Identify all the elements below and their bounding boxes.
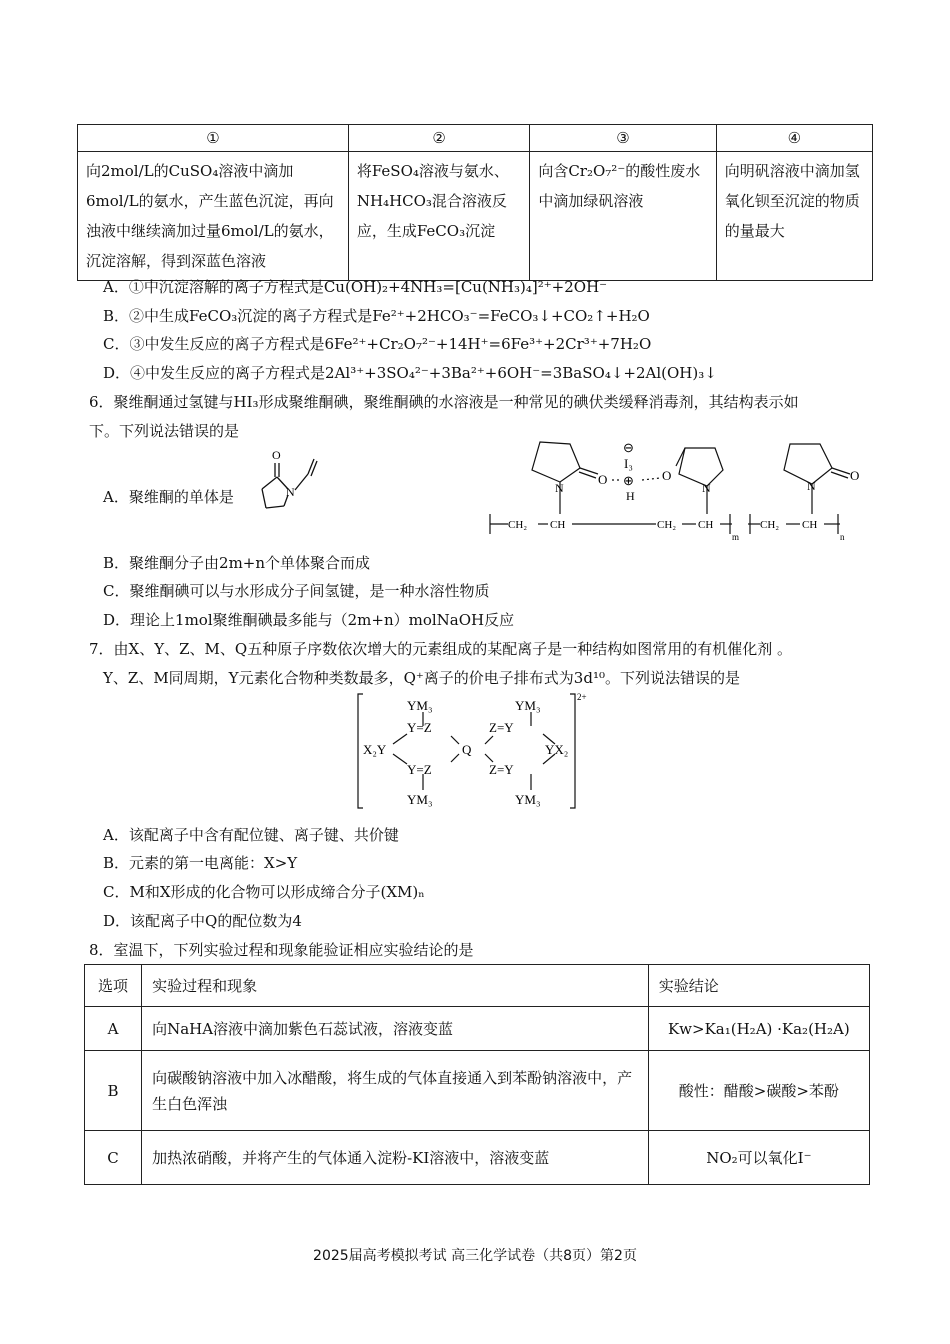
monomer-n-label: N <box>286 485 295 499</box>
q8-row-b-conclusion: 酸性：醋酸>碳酸>苯酚 <box>648 1051 869 1131</box>
q5-cell-3: 向含Cr₂O₇²⁻的酸性废水中滴加绿矾溶液 <box>530 152 716 281</box>
q8-row-b-process: 向碳酸钠溶液中加入冰醋酸，将生成的气体直接通入到苯酚钠溶液中，产生白色浑浊 <box>142 1051 649 1131</box>
q8-row-a-option: A <box>85 1007 142 1051</box>
q8-stem: 8．室温下，下列实验过程和现象能验证相应实验结论的是 <box>89 941 474 959</box>
polymer-m: m <box>732 532 740 542</box>
ym3-bottom-left: YM₃ <box>407 792 433 807</box>
q6-option-d: D．理论上1mol聚维酮碘最多能与（2m+n）molNaOH反应 <box>103 611 515 629</box>
q5-option-a: A．①中沉淀溶解的离子方程式是Cu(OH)₂+4NH₃=[Cu(NH₃)₄]²⁺+2OH⁻ <box>103 278 608 296</box>
q6-stem-line1: 6．聚维酮通过氢键与HI₃形成聚维酮碘，聚维酮碘的水溶液是一种常见的碘伏类缓释消毒剂，其结构表示如 <box>89 393 799 411</box>
q7-option-b: B．元素的第一电离能：X>Y <box>103 854 298 872</box>
yz-bottom-left: Y=Z <box>407 762 432 777</box>
polymer-n: n <box>840 532 845 542</box>
q5-cell-4: 向明矾溶液中滴加氢氧化钡至沉淀的物质的量最大 <box>716 152 872 281</box>
polymer-ch2-3: CH₂ <box>760 519 780 531</box>
ion-charge: 2+ <box>577 692 587 702</box>
polymer-plus: ⊕ <box>623 473 634 488</box>
ym3-bottom-right: YM₃ <box>515 792 541 807</box>
q8-row-c-conclusion: NO₂可以氧化I⁻ <box>648 1131 869 1185</box>
polymer-n2: N <box>702 481 711 495</box>
monomer-structure <box>248 446 328 520</box>
q5-header-2: ② <box>348 125 529 152</box>
q8-row-b <box>85 1051 870 1131</box>
zy-bottom-right: Z=Y <box>489 762 514 777</box>
zy-top-right: Z=Y <box>489 720 514 735</box>
yz-top-left: Y=Z <box>407 720 432 735</box>
q8-row-c-option: C <box>85 1131 142 1185</box>
polymer-ch-1: CH <box>550 519 566 531</box>
ym3-top-right: YM₃ <box>515 698 541 713</box>
polymer-minus: ⊖ <box>623 440 634 455</box>
polymer-h: H <box>626 489 635 503</box>
q8-row-c <box>85 1131 870 1185</box>
q8-row-b-option: B <box>85 1051 142 1131</box>
q5-cell-1: 向2mol/L的CuSO₄溶液中滴加6mol/L的氨水，产生蓝色沉淀，再向浊液中继续滴加过量6mol/L的氨水，沉淀溶解，得到深蓝色溶液 <box>78 152 349 281</box>
q7-stem-line2: Y、Z、M同周期，Y元素化合物种类数最多，Q⁺离子的价电子排布式为3d¹⁰。下列说法错误的是 <box>103 669 740 687</box>
q7-stem-line1: 7．由X、Y、Z、M、Q五种原子序数依次增大的元素组成的某配离子是一种结构如图常用的有机催化剂 。 <box>89 640 792 658</box>
polymer-ch-3: CH <box>802 519 818 531</box>
polymer-n3: N <box>807 479 816 493</box>
yx2-label: YX₂ <box>545 742 569 757</box>
q6-stem-line2: 下。下列说法错误的是 <box>89 422 240 440</box>
q5-header-4: ④ <box>716 125 872 152</box>
page-footer: 2025届高考模拟考试 高三化学试卷（共8页）第2页 <box>313 1248 637 1264</box>
polymer-ch2-2: CH₂ <box>657 519 677 531</box>
q8-row-a <box>85 1007 870 1051</box>
q8-header-option: 选项 <box>85 965 142 1007</box>
q5-option-d: D．④中发生反应的离子方程式是2Al³⁺+3SO₄²⁻+3Ba²⁺+6OH⁻=3BaSO₄↓+2Al(OH)₃↓ <box>103 364 717 382</box>
q6-option-b: B．聚维酮分子由2m+n个单体聚合而成 <box>103 554 371 572</box>
x2y-label: X₂Y <box>363 742 387 757</box>
polymer-o3: O <box>850 468 860 483</box>
q7-option-c: C．M和X形成的化合物可以形成缔合分子(XM)ₙ <box>103 883 425 901</box>
q5-header-3: ③ <box>530 125 716 152</box>
q-center: Q <box>462 742 472 757</box>
q8-table <box>84 964 870 1185</box>
q5-option-c: C．③中发生反应的离子方程式是6Fe²⁺+Cr₂O₇²⁻+14H⁺=6Fe³⁺+2Cr³⁺+7H₂O <box>103 335 652 353</box>
q5-table <box>77 124 873 281</box>
polymer-i3: I₃ <box>624 456 633 471</box>
monomer-o-label: O <box>272 448 281 462</box>
q8-header-conclusion: 实验结论 <box>648 965 869 1007</box>
polymer-n1: N <box>555 481 564 495</box>
polymer-o1: O <box>598 472 608 487</box>
q7-option-d: D．该配离子中Q的配位数为4 <box>103 912 302 930</box>
q8-header-process: 实验过程和现象 <box>142 965 649 1007</box>
q5-header-1: ① <box>78 125 349 152</box>
polymer-ch2-1: CH₂ <box>508 519 528 531</box>
q6-option-a: A．聚维酮的单体是 <box>103 488 234 506</box>
ym3-top-left: YM₃ <box>407 698 433 713</box>
polymer-o2: O <box>662 468 672 483</box>
q5-cell-2: 将FeSO₄溶液与氨水、NH₄HCO₃混合溶液反应，生成FeCO₃沉淀 <box>348 152 529 281</box>
q8-row-a-conclusion: Kw>Ka₁(H₂A) ·Ka₂(H₂A) <box>648 1007 869 1051</box>
q5-option-b: B．②中生成FeCO₃沉淀的离子方程式是Fe²⁺+2HCO₃⁻=FeCO₃↓+CO₂↑+H₂O <box>103 307 650 325</box>
complex-ion-structure <box>355 690 600 812</box>
q8-row-a-process: 向NaHA溶液中滴加紫色石蕊试液，溶液变蓝 <box>142 1007 649 1051</box>
q8-row-c-process: 加热浓硝酸，并将产生的气体通入淀粉-KI溶液中，溶液变蓝 <box>142 1131 649 1185</box>
polymer-structure <box>480 436 860 546</box>
q7-option-a: A．该配离子中含有配位键、离子键、共价键 <box>103 826 399 844</box>
q6-option-c: C．聚维酮碘可以与水形成分子间氢键，是一种水溶性物质 <box>103 582 490 600</box>
polymer-ch-2: CH <box>698 519 714 531</box>
